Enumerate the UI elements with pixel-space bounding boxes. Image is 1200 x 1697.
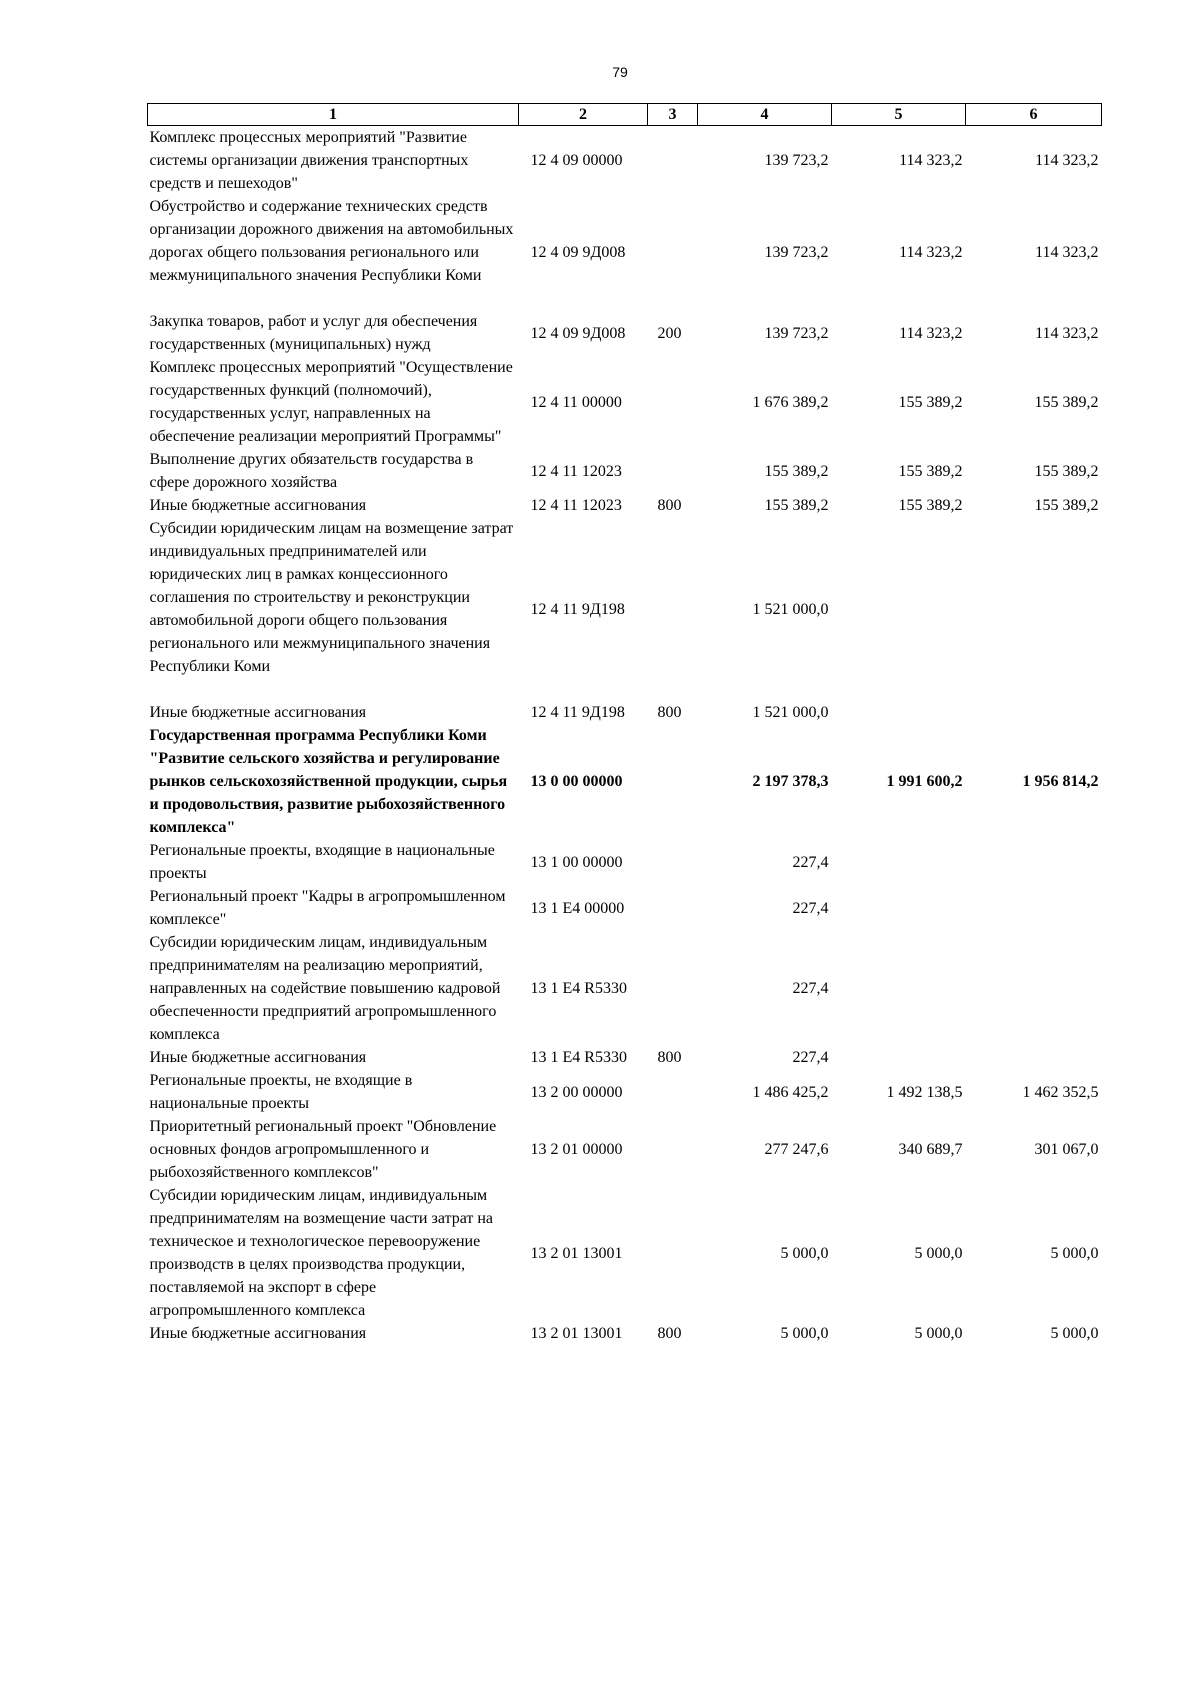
row-value-5: 340 689,7 — [898, 1141, 963, 1158]
row-expense-type: 800 — [657, 704, 682, 721]
row-value-4: 227,4 — [792, 1049, 829, 1066]
row-code: 13 2 00 00000 — [530, 1083, 623, 1101]
row-value-6: 1 462 352,5 — [1022, 1083, 1099, 1101]
row-value-6: 155 389,2 — [1034, 462, 1099, 480]
row-value-4: 139 723,2 — [764, 244, 829, 261]
row-value-4: 155 389,2 — [764, 462, 829, 480]
row-code: 13 0 00 00000 — [530, 773, 623, 790]
budget-table — [147, 103, 1102, 1345]
table-row — [148, 701, 1102, 724]
row-value-6 — [966, 885, 1102, 931]
table-row — [148, 310, 1102, 356]
row-value-6: 155 389,2 — [1034, 393, 1099, 411]
row-code: 12 4 11 12023 — [530, 462, 622, 480]
row-value-4: 2 197 378,3 — [752, 773, 829, 790]
row-expense-type — [648, 885, 698, 931]
row-expense-type — [648, 724, 698, 839]
row-value-5 — [832, 701, 966, 724]
table-body — [148, 126, 1102, 1346]
row-code: 13 2 01 13001 — [530, 1244, 623, 1262]
table-row — [148, 931, 1102, 1046]
row-name: Комплекс процессных мероприятий "Развитие системы организации движения транспортных средств и пешеходов" — [149, 129, 469, 192]
row-value-5: 155 389,2 — [898, 462, 963, 480]
table-row — [148, 1046, 1102, 1069]
table-row — [148, 1069, 1102, 1115]
row-expense-type — [648, 126, 698, 196]
row-expense-type: 800 — [657, 1049, 682, 1066]
row-name: Субсидии юридическим лицам, индивидуальным предпринимателям на реализацию мероприятий, направленных на содействие повышению кадровой обеспеченности предприятий агропромышленного комплекса — [149, 934, 501, 1043]
row-value-4: 139 723,2 — [764, 324, 829, 342]
row-expense-type — [648, 448, 698, 494]
row-name: Выполнение других обязательств государства в сфере дорожного хозяйства — [149, 451, 474, 491]
row-value-5 — [832, 1046, 966, 1069]
row-value-4: 227,4 — [792, 853, 829, 871]
row-value-5 — [832, 885, 966, 931]
row-expense-type — [648, 1184, 698, 1322]
row-expense-type — [648, 931, 698, 1046]
row-value-4: 1 486 425,2 — [752, 1083, 829, 1101]
row-name: Субсидии юридическим лицам на возмещение затрат индивидуальных предпринимателей или юридических лиц в рамках концессионного соглашения по строительству и реконструкции автомобильной дороги общего пользования регионального или межмуниципального значения Республики Коми — [149, 520, 514, 675]
row-name: Иные бюджетные ассигнования — [149, 497, 367, 514]
page-number: 79 — [612, 64, 628, 80]
row-value-6: 5 000,0 — [1050, 1325, 1099, 1342]
table-header — [148, 104, 1102, 126]
table-row — [148, 356, 1102, 448]
row-value-5: 5 000,0 — [914, 1244, 963, 1262]
row-value-5 — [832, 931, 966, 1046]
row-code: 12 4 11 9Д198 — [530, 704, 625, 721]
row-expense-type — [648, 1069, 698, 1115]
row-name: Региональные проекты, не входящие в национальные проекты — [149, 1072, 413, 1112]
row-value-5: 5 000,0 — [914, 1325, 963, 1342]
row-value-5: 1 492 138,5 — [886, 1083, 963, 1101]
row-expense-type: 800 — [657, 497, 682, 514]
row-value-5: 114 323,2 — [899, 324, 963, 342]
row-value-4: 155 389,2 — [764, 497, 829, 514]
row-expense-type — [648, 839, 698, 885]
row-value-6 — [966, 931, 1102, 1046]
row-value-5: 114 323,2 — [899, 152, 963, 169]
header-col-2: 2 — [519, 104, 648, 126]
row-value-6: 301 067,0 — [1034, 1141, 1099, 1158]
row-expense-type — [648, 1115, 698, 1184]
row-code: 13 1 E4 R5330 — [530, 980, 627, 997]
row-name: Субсидии юридическим лицам, индивидуальным предпринимателям на возмещение части затрат на техническое и технологическое перевооружение производств в целях производства продукции, поставляемой на экспорт в сфере агропромышленного комплекса — [149, 1187, 494, 1319]
row-value-5: 1 991 600,2 — [886, 773, 963, 790]
row-value-4: 227,4 — [792, 980, 829, 997]
header-col-6: 6 — [966, 104, 1102, 126]
row-expense-type: 200 — [657, 324, 682, 342]
row-code: 12 4 11 00000 — [530, 393, 622, 411]
row-value-6 — [966, 839, 1102, 885]
row-name: Государственная программа Республики Коми "Развитие сельского хозяйства и регулирование рынков сельскохозяйственной продукции, сырья и продовольствия, развитие рыбохозяйственного комплекса" — [149, 727, 508, 836]
row-code: 13 2 01 00000 — [530, 1141, 623, 1158]
table-row — [148, 195, 1102, 310]
row-value-5 — [832, 839, 966, 885]
row-value-6: 5 000,0 — [1050, 1244, 1099, 1262]
row-name: Комплекс процессных мероприятий "Осуществление государственных функций (полномочий), государственных услуг, направленных на обеспечение реализации мероприятий Программы" — [149, 359, 513, 445]
row-code: 12 4 09 00000 — [530, 152, 623, 169]
row-name: Региональный проект "Кадры в агропромышленном комплексе" — [149, 888, 506, 928]
row-value-6: 114 323,2 — [1035, 244, 1099, 261]
row-name: Закупка товаров, работ и услуг для обеспечения государственных (муниципальных) нужд — [149, 313, 478, 353]
row-value-4: 227,4 — [792, 899, 829, 917]
row-value-4: 139 723,2 — [764, 152, 829, 169]
row-value-4: 1 676 389,2 — [752, 393, 829, 411]
row-value-6: 1 956 814,2 — [1022, 773, 1099, 790]
row-value-5 — [832, 517, 966, 701]
row-value-4: 1 521 000,0 — [752, 704, 829, 721]
row-value-6 — [966, 1046, 1102, 1069]
header-col-5: 5 — [832, 104, 966, 126]
row-value-6: 114 323,2 — [1035, 152, 1099, 169]
row-code: 13 1 E4 00000 — [530, 899, 625, 917]
row-value-6: 155 389,2 — [1034, 497, 1099, 514]
row-code: 12 4 11 9Д198 — [530, 600, 625, 618]
row-value-5: 155 389,2 — [898, 393, 963, 411]
row-code: 12 4 09 9Д008 — [530, 244, 626, 261]
table-row — [148, 1322, 1102, 1345]
row-value-6 — [966, 701, 1102, 724]
table-row — [148, 494, 1102, 517]
row-value-4: 277 247,6 — [764, 1141, 829, 1158]
table-row — [148, 517, 1102, 701]
header-row — [148, 104, 1102, 126]
row-code: 13 1 00 00000 — [530, 853, 623, 871]
row-expense-type — [648, 517, 698, 701]
row-expense-type: 800 — [657, 1325, 682, 1342]
row-value-5: 155 389,2 — [898, 497, 963, 514]
row-code: 12 4 09 9Д008 — [530, 324, 626, 342]
table-row — [148, 1115, 1102, 1184]
row-value-6: 114 323,2 — [1035, 324, 1099, 342]
row-value-4: 5 000,0 — [780, 1244, 829, 1262]
row-expense-type — [648, 356, 698, 448]
table-row — [148, 724, 1102, 839]
table-row — [148, 448, 1102, 494]
row-value-4: 1 521 000,0 — [752, 600, 829, 618]
row-value-6 — [966, 517, 1102, 701]
row-value-5: 114 323,2 — [899, 244, 963, 261]
header-col-4: 4 — [698, 104, 832, 126]
header-col-1: 1 — [148, 104, 519, 126]
row-name: Иные бюджетные ассигнования — [149, 704, 367, 721]
table-row — [148, 126, 1102, 196]
row-name: Иные бюджетные ассигнования — [149, 1325, 367, 1342]
header-col-3: 3 — [648, 104, 698, 126]
table-row — [148, 839, 1102, 885]
row-name: Региональные проекты, входящие в национальные проекты — [149, 842, 495, 882]
row-code: 13 1 E4 R5330 — [530, 1049, 627, 1066]
row-code: 12 4 11 12023 — [530, 497, 622, 514]
row-value-4: 5 000,0 — [780, 1325, 829, 1342]
row-expense-type — [648, 195, 698, 310]
table-row — [148, 885, 1102, 931]
row-name: Приоритетный региональный проект "Обновление основных фондов агропромышленного и рыбохозяйственного комплексов" — [149, 1118, 497, 1181]
row-name: Обустройство и содержание технических средств организации дорожного движения на автомобильных дорогах общего пользования регионального или межмуниципального значения Республики Коми — [149, 198, 514, 284]
row-name: Иные бюджетные ассигнования — [149, 1049, 367, 1066]
row-code: 13 2 01 13001 — [530, 1325, 623, 1342]
table-row — [148, 1184, 1102, 1322]
